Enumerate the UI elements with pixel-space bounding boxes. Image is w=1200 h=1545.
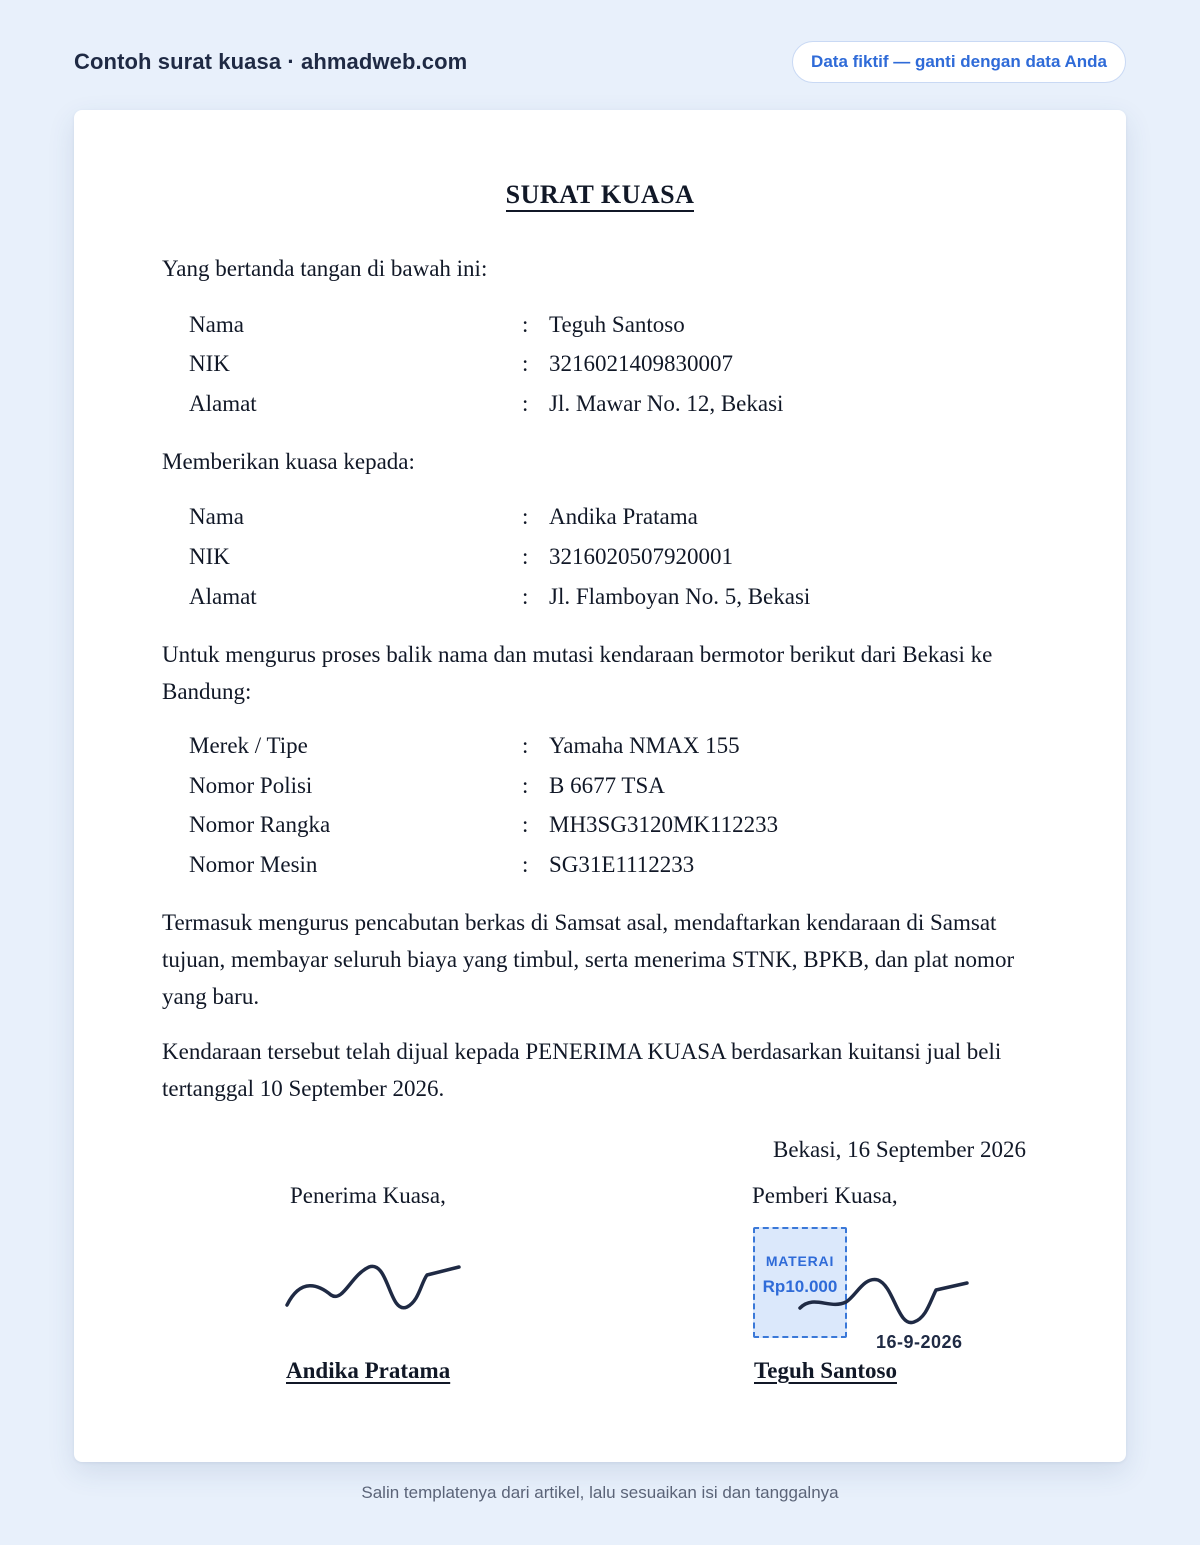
stamp-title: MATERAI	[765, 1253, 835, 1269]
grantor-name: Teguh Santoso	[754, 1358, 897, 1383]
field-colon: :	[522, 391, 529, 416]
field-label: Nomor Mesin	[189, 852, 318, 877]
field-colon: :	[522, 852, 529, 877]
purpose-text: Untuk mengurus proses balik nama dan mutasi kendaraan bermotor berikut dari Bekasi ke Bandung:	[162, 642, 993, 704]
field-value: 3216020507920001	[549, 544, 733, 569]
field-label: NIK	[189, 351, 230, 376]
stamp-value: Rp10.000	[762, 1277, 838, 1296]
field-colon: :	[522, 733, 529, 758]
grantor-sign-label: Pemberi Kuasa,	[752, 1183, 898, 1208]
letter-title: SURAT KUASA	[74, 180, 1126, 210]
field-label: Nomor Polisi	[189, 773, 313, 798]
field-value: Jl. Mawar No. 12, Bekasi	[549, 391, 784, 416]
field-value: Teguh Santoso	[549, 312, 685, 337]
top-bar	[74, 40, 1126, 84]
fictitious-data-badge: Data fiktif — ganti dengan data Anda	[792, 41, 1126, 83]
field-value: MH3SG3120MK112233	[549, 812, 779, 837]
field-label: Merek / Tipe	[189, 733, 308, 758]
footer-note: Salin templatenya dari artikel, lalu sesuaikan isi dan tanggalnya	[361, 1483, 839, 1502]
place-date: Bekasi, 16 September 2026	[773, 1137, 1026, 1162]
intro-text: Yang bertanda tangan di bawah ini:	[162, 256, 488, 281]
field-label: Alamat	[189, 584, 257, 609]
sale-note-text: Kendaraan tersebut telah dijual kepada PENERIMA KUASA berdasarkan kuitansi jual beli tertanggal 10 September 2026.	[162, 1039, 1002, 1101]
field-label: Nama	[189, 504, 244, 529]
field-colon: :	[522, 351, 529, 376]
field-colon: :	[522, 812, 529, 837]
field-label: NIK	[189, 544, 230, 569]
field-label: Alamat	[189, 391, 257, 416]
stamp-date: 16-9-2026	[876, 1332, 963, 1352]
field-colon: :	[522, 504, 529, 529]
field-label: Nama	[189, 312, 244, 337]
field-colon: :	[522, 584, 529, 609]
grantee-signature	[279, 1255, 469, 1315]
grant-text: Memberikan kuasa kepada:	[162, 449, 415, 474]
grantee-sign-label: Penerima Kuasa,	[290, 1183, 446, 1208]
field-colon: :	[522, 544, 529, 569]
site-title: Contoh surat kuasa · ahmadweb.com	[74, 49, 468, 74]
field-value: Jl. Flamboyan No. 5, Bekasi	[549, 584, 811, 609]
field-value: Yamaha NMAX 155	[549, 733, 740, 758]
field-value: B 6677 TSA	[549, 773, 665, 798]
field-value: 3216021409830007	[549, 351, 733, 376]
field-label: Nomor Rangka	[189, 812, 331, 837]
field-value: Andika Pratama	[549, 504, 698, 529]
grantor-signature	[794, 1270, 974, 1330]
field-colon: :	[522, 312, 529, 337]
letter-paper	[74, 110, 1126, 1462]
field-colon: :	[522, 773, 529, 798]
field-value: SG31E1112233	[549, 852, 695, 877]
scope-text: Termasuk mengurus pencabutan berkas di Samsat asal, mendaftarkan kendaraan di Samsat tujuan, membayar seluruh biaya yang timbul, serta menerima STNK, BPKB, dan plat nomor yang baru.	[162, 910, 1015, 1009]
grantee-name: Andika Pratama	[286, 1358, 451, 1383]
